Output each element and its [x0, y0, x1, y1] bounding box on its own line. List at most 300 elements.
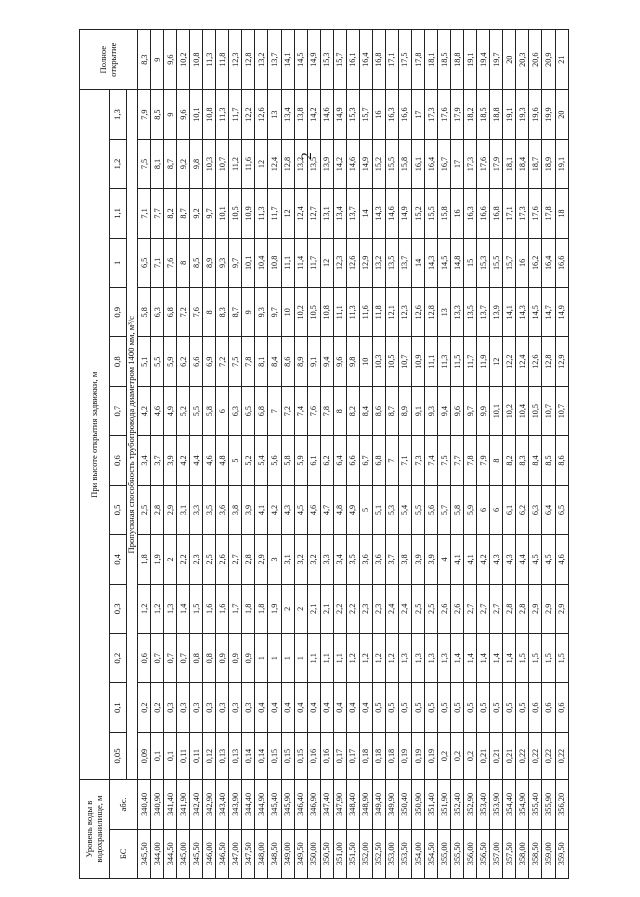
flow-cell: 12,6 [346, 238, 359, 287]
flow-cell: 2,9 [555, 584, 568, 633]
level-bs-cell: 353,50 [398, 829, 411, 878]
flow-cell: 8,4 [529, 436, 542, 485]
full-open-cell: 17,5 [398, 30, 411, 90]
flow-cell: 14,5 [438, 238, 451, 287]
flow-cell: 13,9 [490, 288, 503, 337]
table-row [138, 30, 151, 879]
table-row [451, 30, 464, 879]
flow-cell: 14,2 [333, 139, 346, 188]
flow-cell: 17 [411, 90, 424, 139]
flow-cell: 17,9 [490, 139, 503, 188]
flow-cell: 3,2 [307, 535, 320, 584]
flow-cell: 6 [477, 485, 490, 534]
flow-cell: 14,6 [346, 139, 359, 188]
flow-cell: 4,1 [464, 535, 477, 584]
flow-cell: 10,5 [307, 288, 320, 337]
flow-cell: 3,6 [216, 485, 229, 534]
full-open-cell: 13,2 [255, 30, 268, 90]
flow-cell: 1,6 [203, 584, 216, 633]
flow-cell: 0,5 [425, 683, 438, 732]
level-bs-header: БС [110, 829, 138, 878]
flow-cell: 13 [268, 90, 281, 139]
flow-cell: 0,17 [346, 732, 359, 779]
flow-cell: 10,4 [255, 238, 268, 287]
discharge-table [79, 29, 569, 879]
level-bs-cell: 347,50 [242, 829, 255, 878]
level-bs-cell: 352,50 [372, 829, 385, 878]
flow-cell: 0,21 [477, 732, 490, 779]
flow-cell: 6 [490, 485, 503, 534]
flow-cell: 7,6 [190, 288, 203, 337]
flow-cell: 14 [411, 238, 424, 287]
flow-cell: 10,1 [490, 386, 503, 435]
flow-cell: 0,9 [229, 634, 242, 683]
flow-cell: 8,6 [281, 337, 294, 386]
flow-cell: 18,7 [529, 139, 542, 188]
flow-cell: 16,4 [425, 139, 438, 188]
flow-cell: 16,6 [398, 90, 411, 139]
flow-cell: 2,9 [542, 584, 555, 633]
flow-cell: 1,3 [398, 634, 411, 683]
flow-cell: 7,5 [138, 139, 151, 188]
flow-cell: 5,3 [385, 485, 398, 534]
flow-cell: 1 [255, 634, 268, 683]
opening-header: 1,1 [110, 189, 127, 238]
flow-cell: 0,19 [425, 732, 438, 779]
flow-cell: 10,7 [555, 386, 568, 435]
table-row [385, 30, 398, 879]
flow-cell: 0,5 [411, 683, 424, 732]
flow-cell: 14,8 [451, 238, 464, 287]
flow-cell: 3,9 [411, 535, 424, 584]
flow-cell: 4,6 [555, 535, 568, 584]
level-bs-cell: 350,00 [307, 829, 320, 878]
level-abs-header: абс. [110, 780, 138, 829]
full-open-cell: 17,1 [385, 30, 398, 90]
flow-cell: 8 [177, 238, 190, 287]
flow-cell: 6,1 [307, 436, 320, 485]
flow-cell: 12,4 [516, 337, 529, 386]
level-bs-cell: 345,50 [138, 829, 151, 878]
table-row [268, 30, 281, 879]
flow-cell: 4,9 [164, 386, 177, 435]
flow-cell: 3,8 [229, 485, 242, 534]
flow-cell: 10,8 [268, 238, 281, 287]
flow-cell: 9,3 [255, 288, 268, 337]
level-abs-cell: 340,90 [151, 780, 164, 829]
flow-cell: 8,6 [372, 386, 385, 435]
table-row [320, 30, 333, 879]
flow-cell: 7,9 [477, 436, 490, 485]
flow-cell: 7,7 [451, 436, 464, 485]
flow-cell: 17,3 [516, 189, 529, 238]
flow-cell: 9,9 [477, 386, 490, 435]
flow-cell: 0,6 [138, 634, 151, 683]
flow-cell: 0,2 [464, 732, 477, 779]
flow-cell: 9,8 [190, 139, 203, 188]
flow-cell: 12,6 [529, 337, 542, 386]
flow-cell: 4,2 [138, 386, 151, 435]
flow-cell: 0,3 [216, 683, 229, 732]
level-bs-cell: 348,00 [255, 829, 268, 878]
flow-cell: 0,9 [242, 634, 255, 683]
level-bs-cell: 355,00 [438, 829, 451, 878]
level-bs-cell: 350,50 [320, 829, 333, 878]
flow-cell: 16,7 [438, 139, 451, 188]
flow-cell: 8,4 [268, 337, 281, 386]
flow-cell: 13,8 [294, 90, 307, 139]
level-abs-cell: 342,90 [203, 780, 216, 829]
flow-cell: 6,6 [190, 337, 203, 386]
flow-cell: 0,5 [477, 683, 490, 732]
full-open-cell: 14,1 [281, 30, 294, 90]
flow-cell: 11,3 [438, 337, 451, 386]
flow-cell: 4,1 [451, 535, 464, 584]
full-open-cell: 17,8 [411, 30, 424, 90]
flow-cell: 2,9 [255, 535, 268, 584]
flow-cell: 5,8 [451, 485, 464, 534]
flow-cell: 0,19 [411, 732, 424, 779]
flow-cell: 15,5 [385, 139, 398, 188]
flow-cell: 0,1 [151, 732, 164, 779]
flow-cell: 3,9 [425, 535, 438, 584]
level-bs-cell: 351,00 [333, 829, 346, 878]
page-number: 2 [298, 152, 315, 160]
flow-cell: 3,1 [281, 535, 294, 584]
flow-cell: 5,7 [438, 485, 451, 534]
level-abs-cell: 345,90 [281, 780, 294, 829]
flow-cell: 3,6 [359, 535, 372, 584]
flow-cell: 17,1 [503, 189, 516, 238]
level-bs-cell: 355,50 [451, 829, 464, 878]
flow-cell: 10,2 [294, 288, 307, 337]
flow-cell: 0,4 [294, 683, 307, 732]
flow-cell: 3,7 [151, 436, 164, 485]
flow-cell: 8,3 [216, 288, 229, 337]
flow-cell: 2,6 [216, 535, 229, 584]
flow-cell: 8,2 [346, 386, 359, 435]
flow-cell: 7,8 [464, 436, 477, 485]
full-open-cell: 16,8 [372, 30, 385, 90]
flow-cell: 6 [216, 386, 229, 435]
flow-cell: 6,2 [177, 337, 190, 386]
flow-cell: 13,2 [294, 139, 307, 188]
flow-cell: 20 [555, 90, 568, 139]
flow-cell: 12,1 [385, 288, 398, 337]
opening-header: 0,05 [110, 732, 127, 779]
table-row [281, 30, 294, 879]
flow-cell: 6,1 [503, 485, 516, 534]
flow-cell: 18 [555, 189, 568, 238]
flow-cell: 1,4 [451, 634, 464, 683]
flow-cell: 10,2 [503, 386, 516, 435]
level-abs-cell: 346,40 [294, 780, 307, 829]
opening-header: 0,1 [110, 683, 127, 732]
table-row [542, 30, 555, 879]
flow-cell: 7 [385, 436, 398, 485]
flow-cell: 4,3 [503, 535, 516, 584]
flow-cell: 14 [359, 189, 372, 238]
table-row [477, 30, 490, 879]
flow-cell: 10 [359, 337, 372, 386]
flow-cell: 16 [451, 189, 464, 238]
opening-header: 0,3 [110, 584, 127, 633]
full-open-cell: 18,8 [451, 30, 464, 90]
flow-cell: 7,7 [151, 189, 164, 238]
flow-cell: 15,7 [503, 238, 516, 287]
flow-cell: 1,1 [320, 634, 333, 683]
flow-cell: 7,9 [138, 90, 151, 139]
flow-cell: 6,8 [164, 288, 177, 337]
flow-cell: 14,3 [516, 288, 529, 337]
level-abs-cell: 355,90 [542, 780, 555, 829]
flow-cell: 1,5 [190, 584, 203, 633]
flow-cell: 3,3 [320, 535, 333, 584]
flow-cell: 5,2 [177, 386, 190, 435]
flow-cell: 6,5 [555, 485, 568, 534]
opening-header: 0,6 [110, 436, 127, 485]
flow-cell: 15,2 [411, 189, 424, 238]
flow-cell: 1,2 [151, 584, 164, 633]
flow-cell: 7,8 [242, 337, 255, 386]
level-bs-cell: 352,00 [359, 829, 372, 878]
flow-cell: 1,8 [255, 584, 268, 633]
full-open-cell: 11,8 [216, 30, 229, 90]
flow-cell: 9 [164, 90, 177, 139]
flow-cell: 0,19 [398, 732, 411, 779]
flow-cell: 5,8 [203, 386, 216, 435]
flow-cell: 0,4 [359, 683, 372, 732]
level-bs-cell: 358,50 [529, 829, 542, 878]
table-row [307, 30, 320, 879]
flow-cell: 0,8 [190, 634, 203, 683]
flow-cell: 2,3 [190, 535, 203, 584]
flow-cell: 14,9 [398, 189, 411, 238]
opening-header: 0,8 [110, 337, 127, 386]
flow-cell: 5,9 [294, 436, 307, 485]
level-abs-cell: 349,90 [385, 780, 398, 829]
flow-cell: 17,6 [529, 189, 542, 238]
flow-cell: 18,4 [516, 139, 529, 188]
flow-cell: 2 [281, 584, 294, 633]
opening-header: 1,2 [110, 139, 127, 188]
flow-cell: 13,5 [307, 139, 320, 188]
flow-cell: 0,5 [451, 683, 464, 732]
flow-cell: 2,5 [425, 584, 438, 633]
flow-cell: 15,5 [490, 238, 503, 287]
level-abs-cell: 351,40 [425, 780, 438, 829]
flow-cell: 12,7 [307, 189, 320, 238]
flow-cell: 1,6 [216, 584, 229, 633]
flow-cell: 13,5 [464, 288, 477, 337]
level-bs-cell: 349,50 [294, 829, 307, 878]
flow-cell: 0,2 [438, 732, 451, 779]
flow-cell: 8,9 [294, 337, 307, 386]
flow-cell: 13,7 [477, 288, 490, 337]
flow-cell: 17 [451, 139, 464, 188]
flow-cell: 1,2 [385, 634, 398, 683]
flow-cell: 15 [464, 238, 477, 287]
flow-cell: 0,4 [281, 683, 294, 732]
flow-cell: 6,2 [320, 436, 333, 485]
flow-cell: 4,6 [151, 386, 164, 435]
table-row [555, 30, 568, 879]
table-row [372, 30, 385, 879]
table-row [464, 30, 477, 879]
flow-cell: 10,4 [516, 386, 529, 435]
full-open-cell: 9 [151, 30, 164, 90]
table-header [80, 30, 138, 879]
flow-cell: 4,3 [281, 485, 294, 534]
flow-cell: 7,6 [307, 386, 320, 435]
flow-cell: 2,7 [477, 584, 490, 633]
flow-cell: 15,3 [346, 90, 359, 139]
flow-cell: 6,3 [229, 386, 242, 435]
level-bs-cell: 345,00 [177, 829, 190, 878]
full-open-cell: 19,4 [477, 30, 490, 90]
flow-cell: 8,7 [177, 189, 190, 238]
flow-cell: 14,6 [385, 189, 398, 238]
flow-cell: 13,1 [320, 189, 333, 238]
flow-cell: 5,6 [425, 485, 438, 534]
flow-cell: 8 [203, 288, 216, 337]
flow-cell: 1,1 [333, 634, 346, 683]
flow-cell: 9,7 [268, 288, 281, 337]
flow-cell: 19,6 [529, 90, 542, 139]
flow-cell: 4,8 [333, 485, 346, 534]
level-abs-cell: 353,40 [477, 780, 490, 829]
flow-cell: 4,2 [268, 485, 281, 534]
level-bs-cell: 344,50 [164, 829, 177, 878]
full-open-cell: 10,2 [177, 30, 190, 90]
flow-cell: 2,2 [177, 535, 190, 584]
flow-cell: 14,7 [542, 288, 555, 337]
level-bs-cell: 347,00 [229, 829, 242, 878]
flow-cell: 10,8 [320, 288, 333, 337]
flow-cell: 9,1 [307, 337, 320, 386]
table-row [164, 30, 177, 879]
flow-cell: 5,5 [151, 337, 164, 386]
flow-cell: 1,2 [138, 584, 151, 633]
flow-cell: 9,2 [177, 139, 190, 188]
flow-cell: 4,5 [542, 535, 555, 584]
table-row [294, 30, 307, 879]
table-row [438, 30, 451, 879]
full-open-cell: 14,9 [307, 30, 320, 90]
flow-cell: 7,2 [177, 288, 190, 337]
flow-cell: 2,6 [438, 584, 451, 633]
flow-cell: 9,1 [411, 386, 424, 435]
flow-cell: 1,4 [477, 634, 490, 683]
full-open-cell: 12,3 [229, 30, 242, 90]
flow-cell: 12,2 [242, 90, 255, 139]
level-bs-cell: 354,00 [411, 829, 424, 878]
flow-cell: 3,9 [164, 436, 177, 485]
flow-cell: 0,3 [177, 683, 190, 732]
flow-cell: 0,15 [294, 732, 307, 779]
level-group-header: Уровень воды в водохранилище, м [80, 780, 110, 879]
flow-cell: 6,4 [333, 436, 346, 485]
level-abs-cell: 347,90 [333, 780, 346, 829]
flow-cell: 4,6 [307, 485, 320, 534]
flow-cell: 9,7 [203, 189, 216, 238]
full-open-cell: 19,7 [490, 30, 503, 90]
table-row [516, 30, 529, 879]
flow-cell: 8,6 [555, 436, 568, 485]
flow-cell: 6,3 [151, 288, 164, 337]
flow-cell: 1,4 [503, 634, 516, 683]
flow-cell: 2,1 [307, 584, 320, 633]
level-abs-cell: 340,40 [138, 780, 151, 829]
flow-cell: 4,3 [490, 535, 503, 584]
flow-cell: 5,1 [138, 337, 151, 386]
flow-cell: 2,9 [529, 584, 542, 633]
opening-header: 0,7 [110, 386, 127, 435]
flow-cell: 10,3 [203, 139, 216, 188]
flow-cell: 0,22 [516, 732, 529, 779]
flow-cell: 9,6 [451, 386, 464, 435]
flow-cell: 1,5 [529, 634, 542, 683]
flow-cell: 0,18 [372, 732, 385, 779]
flow-cell: 1,4 [490, 634, 503, 683]
full-open-cell: 18,1 [425, 30, 438, 90]
flow-cell: 3,7 [385, 535, 398, 584]
level-abs-cell: 345,40 [268, 780, 281, 829]
level-abs-cell: 353,90 [490, 780, 503, 829]
flow-cell: 18,8 [490, 90, 503, 139]
flow-cell: 16,3 [385, 90, 398, 139]
level-abs-cell: 341,90 [177, 780, 190, 829]
flow-cell: 10,9 [411, 337, 424, 386]
flow-cell: 10 [281, 288, 294, 337]
flow-cell: 2,9 [164, 485, 177, 534]
full-open-cell: 14,5 [294, 30, 307, 90]
level-bs-cell: 359,50 [555, 829, 568, 878]
level-abs-cell: 354,90 [516, 780, 529, 829]
flow-cell: 3,2 [294, 535, 307, 584]
flow-cell: 12 [281, 189, 294, 238]
flow-cell: 6,3 [529, 485, 542, 534]
flow-cell: 8,5 [542, 436, 555, 485]
flow-cell: 1,5 [555, 634, 568, 683]
flow-cell: 2,5 [411, 584, 424, 633]
level-abs-cell: 349,40 [372, 780, 385, 829]
flow-cell: 8,2 [503, 436, 516, 485]
flow-cell: 4 [438, 535, 451, 584]
flow-cell: 0,4 [255, 683, 268, 732]
flow-cell: 4,8 [216, 436, 229, 485]
table-row [503, 30, 516, 879]
flow-cell: 10,3 [372, 337, 385, 386]
flow-cell: 13,4 [333, 189, 346, 238]
table-row [359, 30, 372, 879]
level-bs-cell: 346,50 [216, 829, 229, 878]
flow-cell: 9,4 [320, 337, 333, 386]
flow-cell: 4,7 [320, 485, 333, 534]
flow-cell: 0,14 [242, 732, 255, 779]
table-row [203, 30, 216, 879]
flow-cell: 0,2 [451, 732, 464, 779]
level-bs-cell: 346,00 [203, 829, 216, 878]
flow-cell: 1 [294, 634, 307, 683]
level-abs-cell: 351,90 [438, 780, 451, 829]
opening-group-header: При высоте открытия задвижки, м [80, 90, 110, 780]
flow-cell: 10,5 [529, 386, 542, 435]
flow-cell: 6,4 [542, 485, 555, 534]
level-bs-cell: 359,00 [542, 829, 555, 878]
flow-cell: 2 [294, 584, 307, 633]
flow-cell: 3,9 [242, 485, 255, 534]
